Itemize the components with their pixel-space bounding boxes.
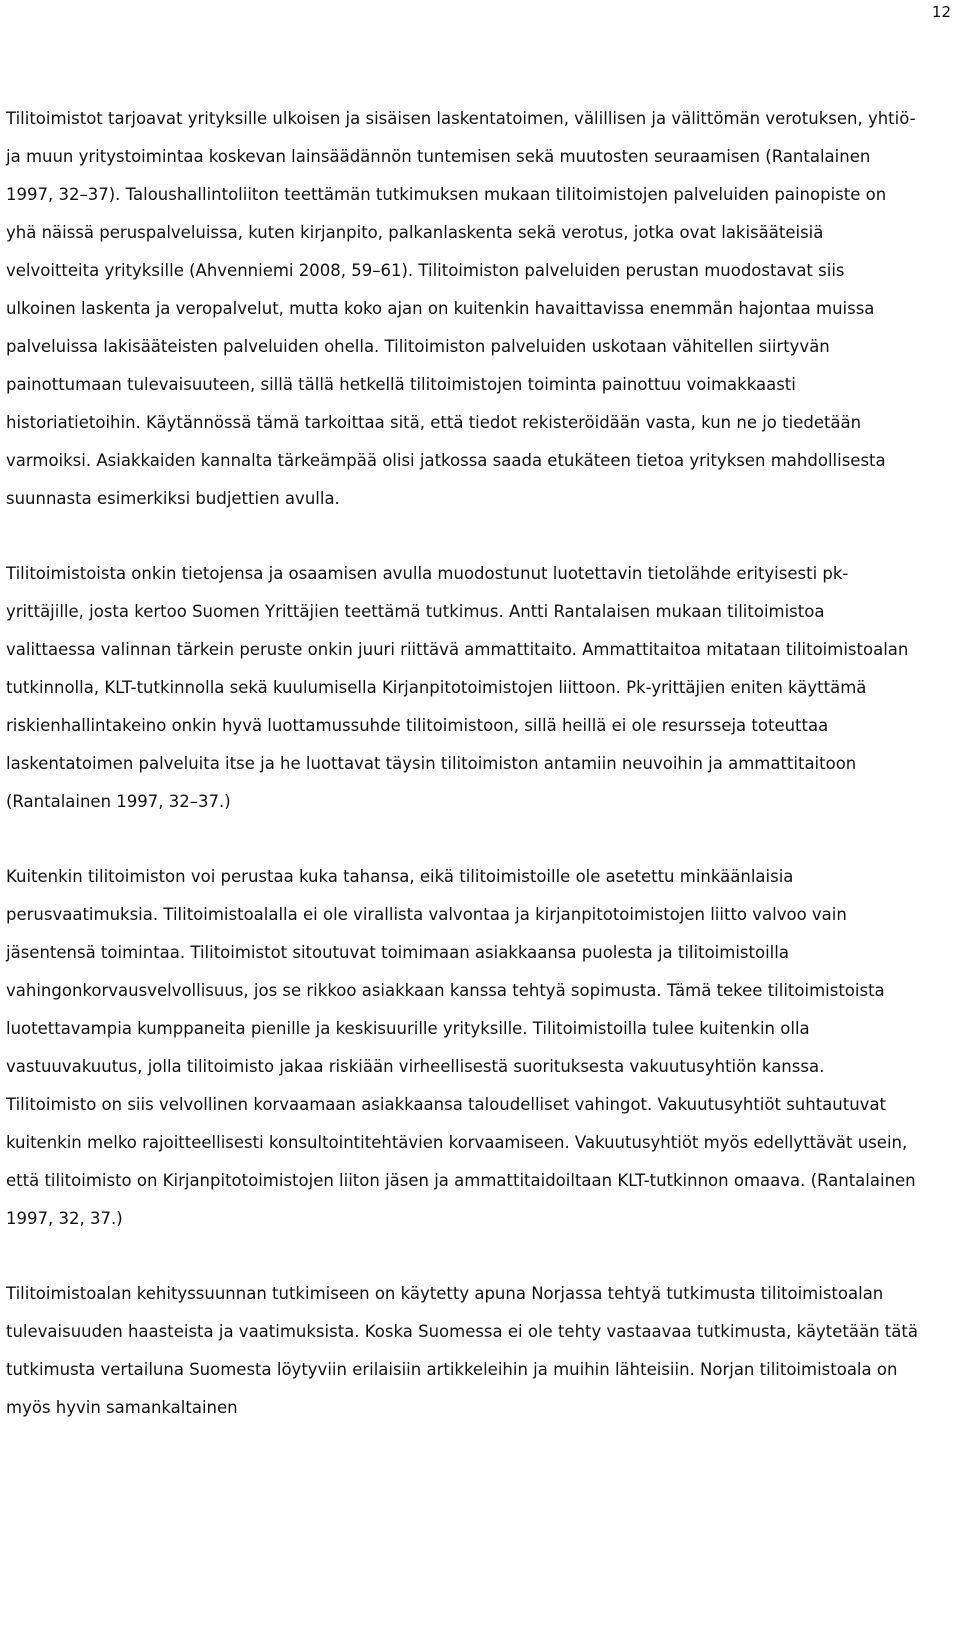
paragraph-research: Tilitoimistoalan kehityssuunnan tutkimiseen on käytetty apuna Norjassa tehtyä tutkimusta tilitoimistoalan tulevaisuuden haasteista ja vaatimuksista. Koska Suomessa ei ole tehty vastaavaa tutkimusta, käytetään tätä tutkimusta vertailuna Suomesta löytyviin erilaisiin artikkeleihin ja muihin lähteisiin. Norjan tilitoimistoala on myös hyvin samankaltainen [6,1284,918,1417]
paragraph-regulation: Kuitenkin tilitoimiston voi perustaa kuka tahansa, eikä tilitoimistoille ole asetettu minkäänlaisia perusvaatimuksia. Tilitoimistoalalla ei ole virallista valvontaa ja kirjanpitotoimistojen liitto valvoo vain jäsentensä toimintaa. Tilitoimistot sitoutuvat toimimaan asiakkaansa puolesta ja tilitoimistoilla vahingonkorvausvelvollisuus, jos se rikkoo asiakkaan kanssa tehtyä sopimusta. Tämä tekee tilitoimistoista luotettavampia kumppaneita pienille ja keskisuurille yrityksille. Tilitoimistoilla tulee kuitenkin olla vastuuvakuutus, jolla tilitoimisto jakaa riskiään virheellisestä suorituksesta vakuutusyhtiön kanssa. Tilitoimisto on siis velvollinen korvaamaan asiakkaansa taloudelliset vahingot. Vakuutusyhtiöt suhtautuvat kuitenkin melko rajoitteellisesti konsultointitehtävien korvaamiseen. Vakuutusyhtiöt myös edellyttävät usein, että tilitoimisto on Kirjanpitotoimistojen liiton jäsen ja ammattitaidoiltaan KLT-tutkinnon omaava. (Rantalainen 1997, 32, 37.) [6,867,916,1228]
document-body [6,100,918,1427]
paragraph-services: Tilitoimistot tarjoavat yrityksille ulkoisen ja sisäisen laskentatoimen, välillisen ja välittömän verotuksen, yhtiö- ja muun yritystoimintaa koskevan lainsäädännön tuntemisen sekä muutosten seuraamisen (Rantalainen 1997, 32–37). Taloushallintoliiton teettämän tutkimuksen mukaan tilitoimistojen palveluiden painopiste on yhä näissä peruspalveluissa, kuten kirjanpito, palkanlaskenta sekä verotus, jotka ovat lakisääteisiä velvoitteita yrityksille (Ahvenniemi 2008, 59–61). Tilitoimiston palveluiden perustan muodostavat siis ulkoinen laskenta ja veropalvelut, mutta koko ajan on kuitenkin havaittavissa enemmän hajontaa muissa palveluissa lakisääteisten palveluiden ohella. Tilitoimiston palveluiden uskotaan vähitellen siirtyvän painottumaan tulevaisuuteen, sillä tällä hetkellä tilitoimistojen toiminta painottuu voimakkaasti historiatietoihin. Käytännössä tämä tarkoittaa sitä, että tiedot rekisteröidään vasta, kun ne jo tiedetään varmoiksi. Asiakkaiden kannalta tärkeämpää olisi jatkossa saada etukäteen tietoa yrityksen mahdollisesta suunnasta esimerkiksi budjettien avulla. [6,109,916,508]
page-number: 12 [931,3,951,21]
paragraph-trust: Tilitoimistoista onkin tietojensa ja osaamisen avulla muodostunut luotettavin tietolähde erityisesti pk-yrittäjille, josta kertoo Suomen Yrittäjien teettämä tutkimus. Antti Rantalaisen mukaan tilitoimistoa valittaessa valinnan tärkein peruste onkin juuri riittävä ammattitaito. Ammattitaitoa mitataan tilitoimistoalan tutkinnolla, KLT-tutkinnolla sekä kuulumisella Kirjanpitotoimistojen liittoon. Pk-yrittäjien eniten käyttämä riskienhallintakeino onkin hyvä luottamussuhde tilitoimistoon, sillä heillä ei ole resursseja toteuttaa laskentatoimen palveluita itse ja he luottavat täysin tilitoimiston antamiin neuvoihin ja ammattitaitoon (Rantalainen 1997, 32–37.) [6,564,909,811]
